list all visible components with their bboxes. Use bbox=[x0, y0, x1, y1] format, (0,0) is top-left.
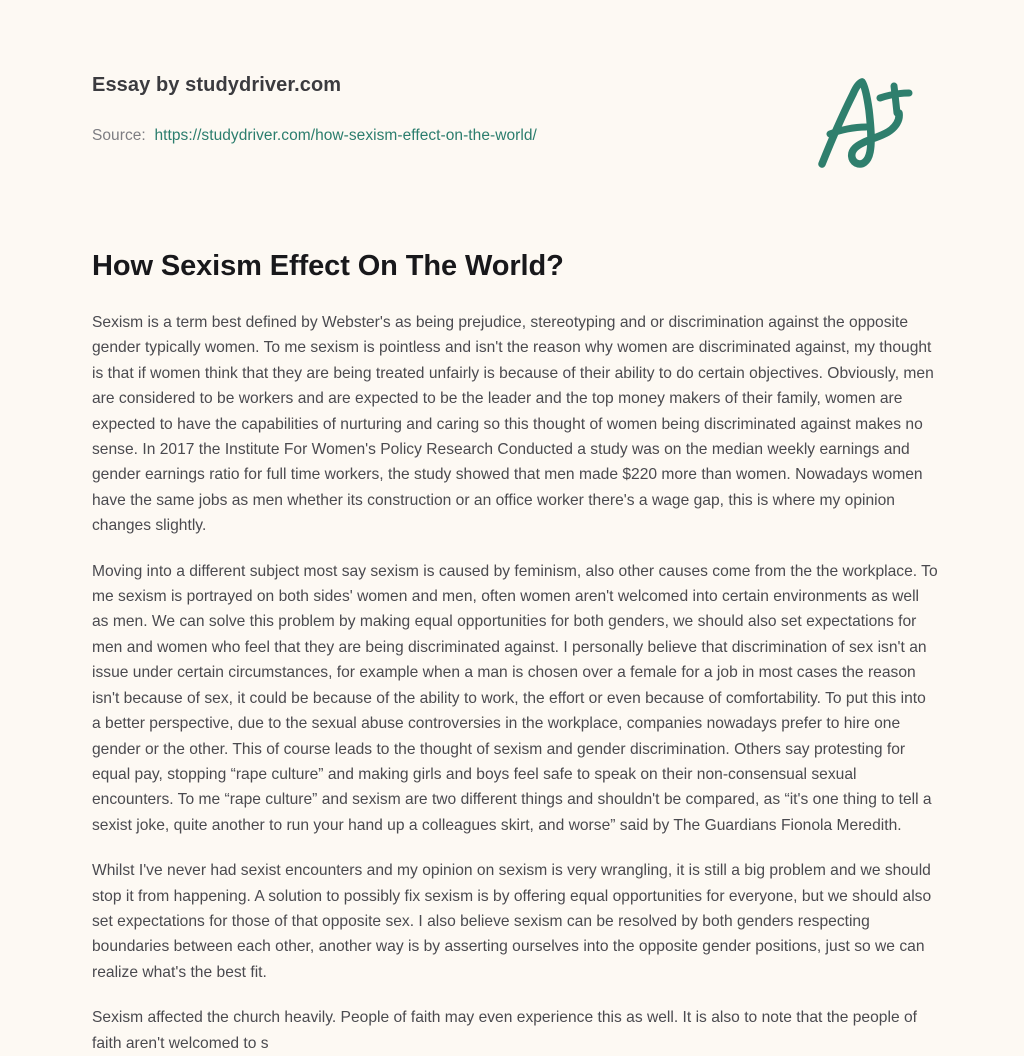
page-header bbox=[0, 0, 1024, 230]
page-title: How Sexism Effect On The World? bbox=[92, 250, 564, 282]
article-body bbox=[92, 310, 938, 1056]
a-plus-logo-icon bbox=[808, 72, 916, 174]
article-paragraph: Moving into a different subject most say sexism is caused by feminism, also other causes come from the the workplace. To me sexism is portrayed on both sides' women and men, often women aren't welcomed into certain environments as well as men. We can solve this problem by making equal opportunities for both genders, we should also set expectations for men and women who feel that they are being discriminated against. I personally believe that discrimination of sex isn't an issue under certain circumstances, for example when a man is chosen over a female for a job in most cases the reason isn't because of sex, it could be because of the ability to work, the effort or even because of comfortability. To put this into a better perspective, due to the sexual abuse controversies in the workplace, companies nowadays prefer to hire one gender or the other. This of course leads to the thought of sexism and gender discrimination. Others say protesting for equal pay, stopping “rape culture” and making girls and boys feel safe to speak on their non-consensual sexual encounters. To me “rape culture” and sexism are two different things and shouldn't be compared, as “it's one thing to tell a sexist joke, quite another to run your hand up a colleagues skirt, and worse” said by The Guardians Fionola Meredith. bbox=[92, 562, 938, 834]
byline: Essay by studydriver.com bbox=[92, 74, 342, 96]
source-url-link[interactable]: https://studydriver.com/how-sexism-effect-on-the-world/ bbox=[154, 127, 537, 144]
a-plus-logo-svg bbox=[808, 72, 916, 174]
article-paragraph: Whilst I've never had sexist encounters and my opinion on sexism is very wrangling, it is still a big problem and we should stop it from happening. A solution to possibly fix sexism is by offering equal opportunities for everyone, but we should also set expectations for those of that opposite sex. I also believe sexism can be resolved by both genders respecting boundaries between each other, another way is by asserting ourselves into the opposite gender positions, just so we can realize what's the best fit. bbox=[92, 862, 932, 981]
source-line bbox=[92, 127, 537, 145]
article bbox=[92, 248, 938, 1056]
source-label: Source: bbox=[92, 127, 146, 144]
article-paragraph: Sexism affected the church heavily. People of faith may even experience this as well. It is also to note that the people of faith aren't welcomed to s bbox=[92, 1009, 917, 1052]
article-paragraph: Sexism is a term best defined by Webster's as being prejudice, stereotyping and or discrimination against the opposite gender typically women. To me sexism is pointless and isn't the reason why women are discriminated against, my thought is that if women think that they are being treated unfairly is because of their ability to do certain objectives. Obviously, men are considered to be workers and are expected to be the leader and the top money makers of their family, women are expected to have the capabilities of nurturing and caring so this thought of women being discriminated against makes no sense. In 2017 the Institute For Women's Policy Research Conducted a study was on the median weekly earnings and gender earnings ratio for full time workers, the study showed that men made $220 more than women. Nowadays women have the same jobs as men whether its construction or an office worker there's a wage gap, this is where my opinion changes slightly. bbox=[92, 314, 934, 535]
